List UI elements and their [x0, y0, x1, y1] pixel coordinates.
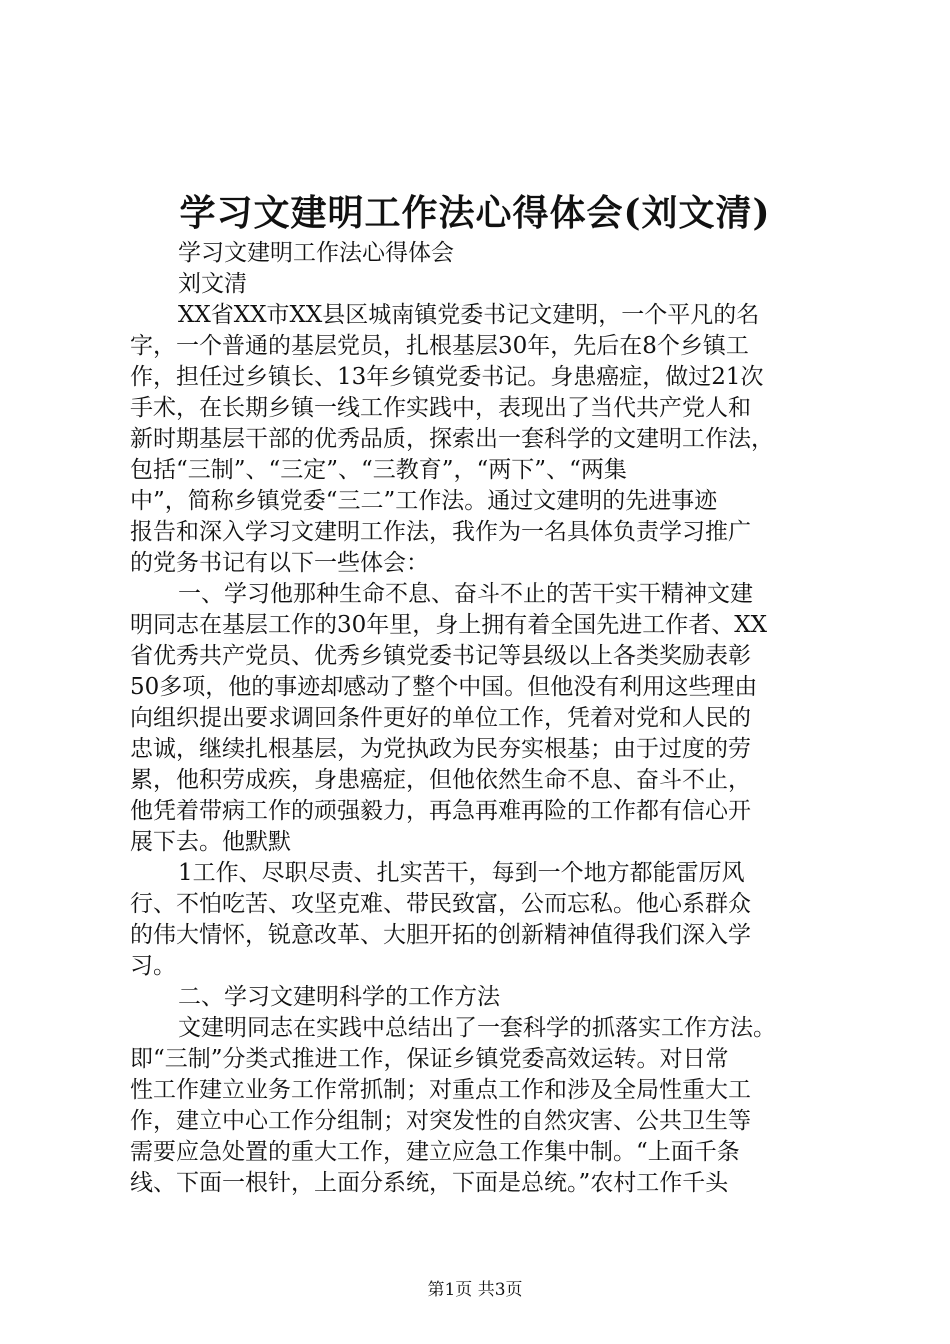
text-line: 50多项，他的事迹却感动了整个中国。但他没有利用这些理由: [130, 674, 758, 700]
text-line: 手术，在长期乡镇一线工作实践中，表现出了当代共产党人和: [130, 395, 751, 421]
text-line: 作，建立中心工作分组制；对突发性的自然灾害、公共卫生等: [130, 1108, 751, 1134]
text-line: 的伟大情怀，锐意改革、大胆开拓的创新精神值得我们深入学: [130, 922, 751, 948]
text-line: 省优秀共产党员、优秀乡镇党委书记等县级以上各类奖励表彰: [130, 643, 751, 669]
text-line: 中”，简称乡镇党委“三二”工作法。通过文建明的先进事迹: [130, 488, 718, 514]
text-line: 习。: [130, 953, 176, 979]
text-line: 作，担任过乡镇长、13年乡镇党委书记。身患癌症，做过21次: [130, 364, 764, 390]
text-line: 一、学习他那种生命不息、奋斗不止的苦干实干精神文建: [178, 581, 753, 607]
text-line: 即“三制”分类式推进工作，保证乡镇党委高效运转。对日常: [130, 1046, 729, 1072]
text-line: 需要应急处置的重大工作，建立应急工作集中制。“上面千条: [130, 1139, 740, 1165]
text-line: 文建明同志在实践中总结出了一套科学的抓落实工作方法。: [178, 1015, 776, 1041]
text-line: 刘文清: [178, 271, 247, 297]
text-line: 线、下面一根针，上面分系统，下面是总统。”农村工作千头: [130, 1170, 729, 1196]
text-line: 性工作建立业务工作常抓制；对重点工作和涉及全局性重大工: [130, 1077, 751, 1103]
text-line: 累，他积劳成疾，身患癌症，但他依然生命不息、奋斗不止，: [130, 767, 751, 793]
text-line: 字，一个普通的基层党员，扎根基层30年，先后在8个乡镇工: [130, 333, 749, 359]
text-line: 他凭着带病工作的顽强毅力，再急再难再险的工作都有信心开: [130, 798, 751, 824]
text-line: 展下去。他默默: [130, 829, 291, 855]
page-footer: 第1页 共3页: [427, 1280, 523, 1300]
text-line: 报告和深入学习文建明工作法，我作为一名具体负责学习推广: [130, 519, 751, 545]
document-title: 学习文建明工作法心得体会(刘文清): [179, 192, 771, 234]
text-line: 1工作、尽职尽责、扎实苦干，每到一个地方都能雷厉风: [178, 860, 745, 886]
text-line: 新时期基层干部的优秀品质，探索出一套科学的文建明工作法，: [130, 426, 774, 452]
text-line: 向组织提出要求调回条件更好的单位工作，凭着对党和人民的: [130, 705, 751, 731]
document-body: [130, 238, 855, 1199]
text-line: 的党务书记有以下一些体会：: [130, 550, 429, 576]
text-line: 二、学习文建明科学的工作方法: [178, 984, 500, 1010]
text-line: 包括“三制”、“三定”、“三教育”，“两下”、“两集: [130, 457, 627, 483]
text-line: 行、不怕吃苦、攻坚克难、带民致富，公而忘私。他心系群众: [130, 891, 751, 917]
text-line: 明同志在基层工作的30年里，身上拥有着全国先进工作者、XX: [130, 612, 768, 638]
text-line: 学习文建明工作法心得体会: [178, 240, 454, 266]
text-line: 忠诚，继续扎根基层，为党执政为民夯实根基；由于过度的劳: [130, 736, 751, 762]
text-line: XX省XX市XX县区城南镇党委书记文建明，一个平凡的名: [178, 302, 760, 328]
